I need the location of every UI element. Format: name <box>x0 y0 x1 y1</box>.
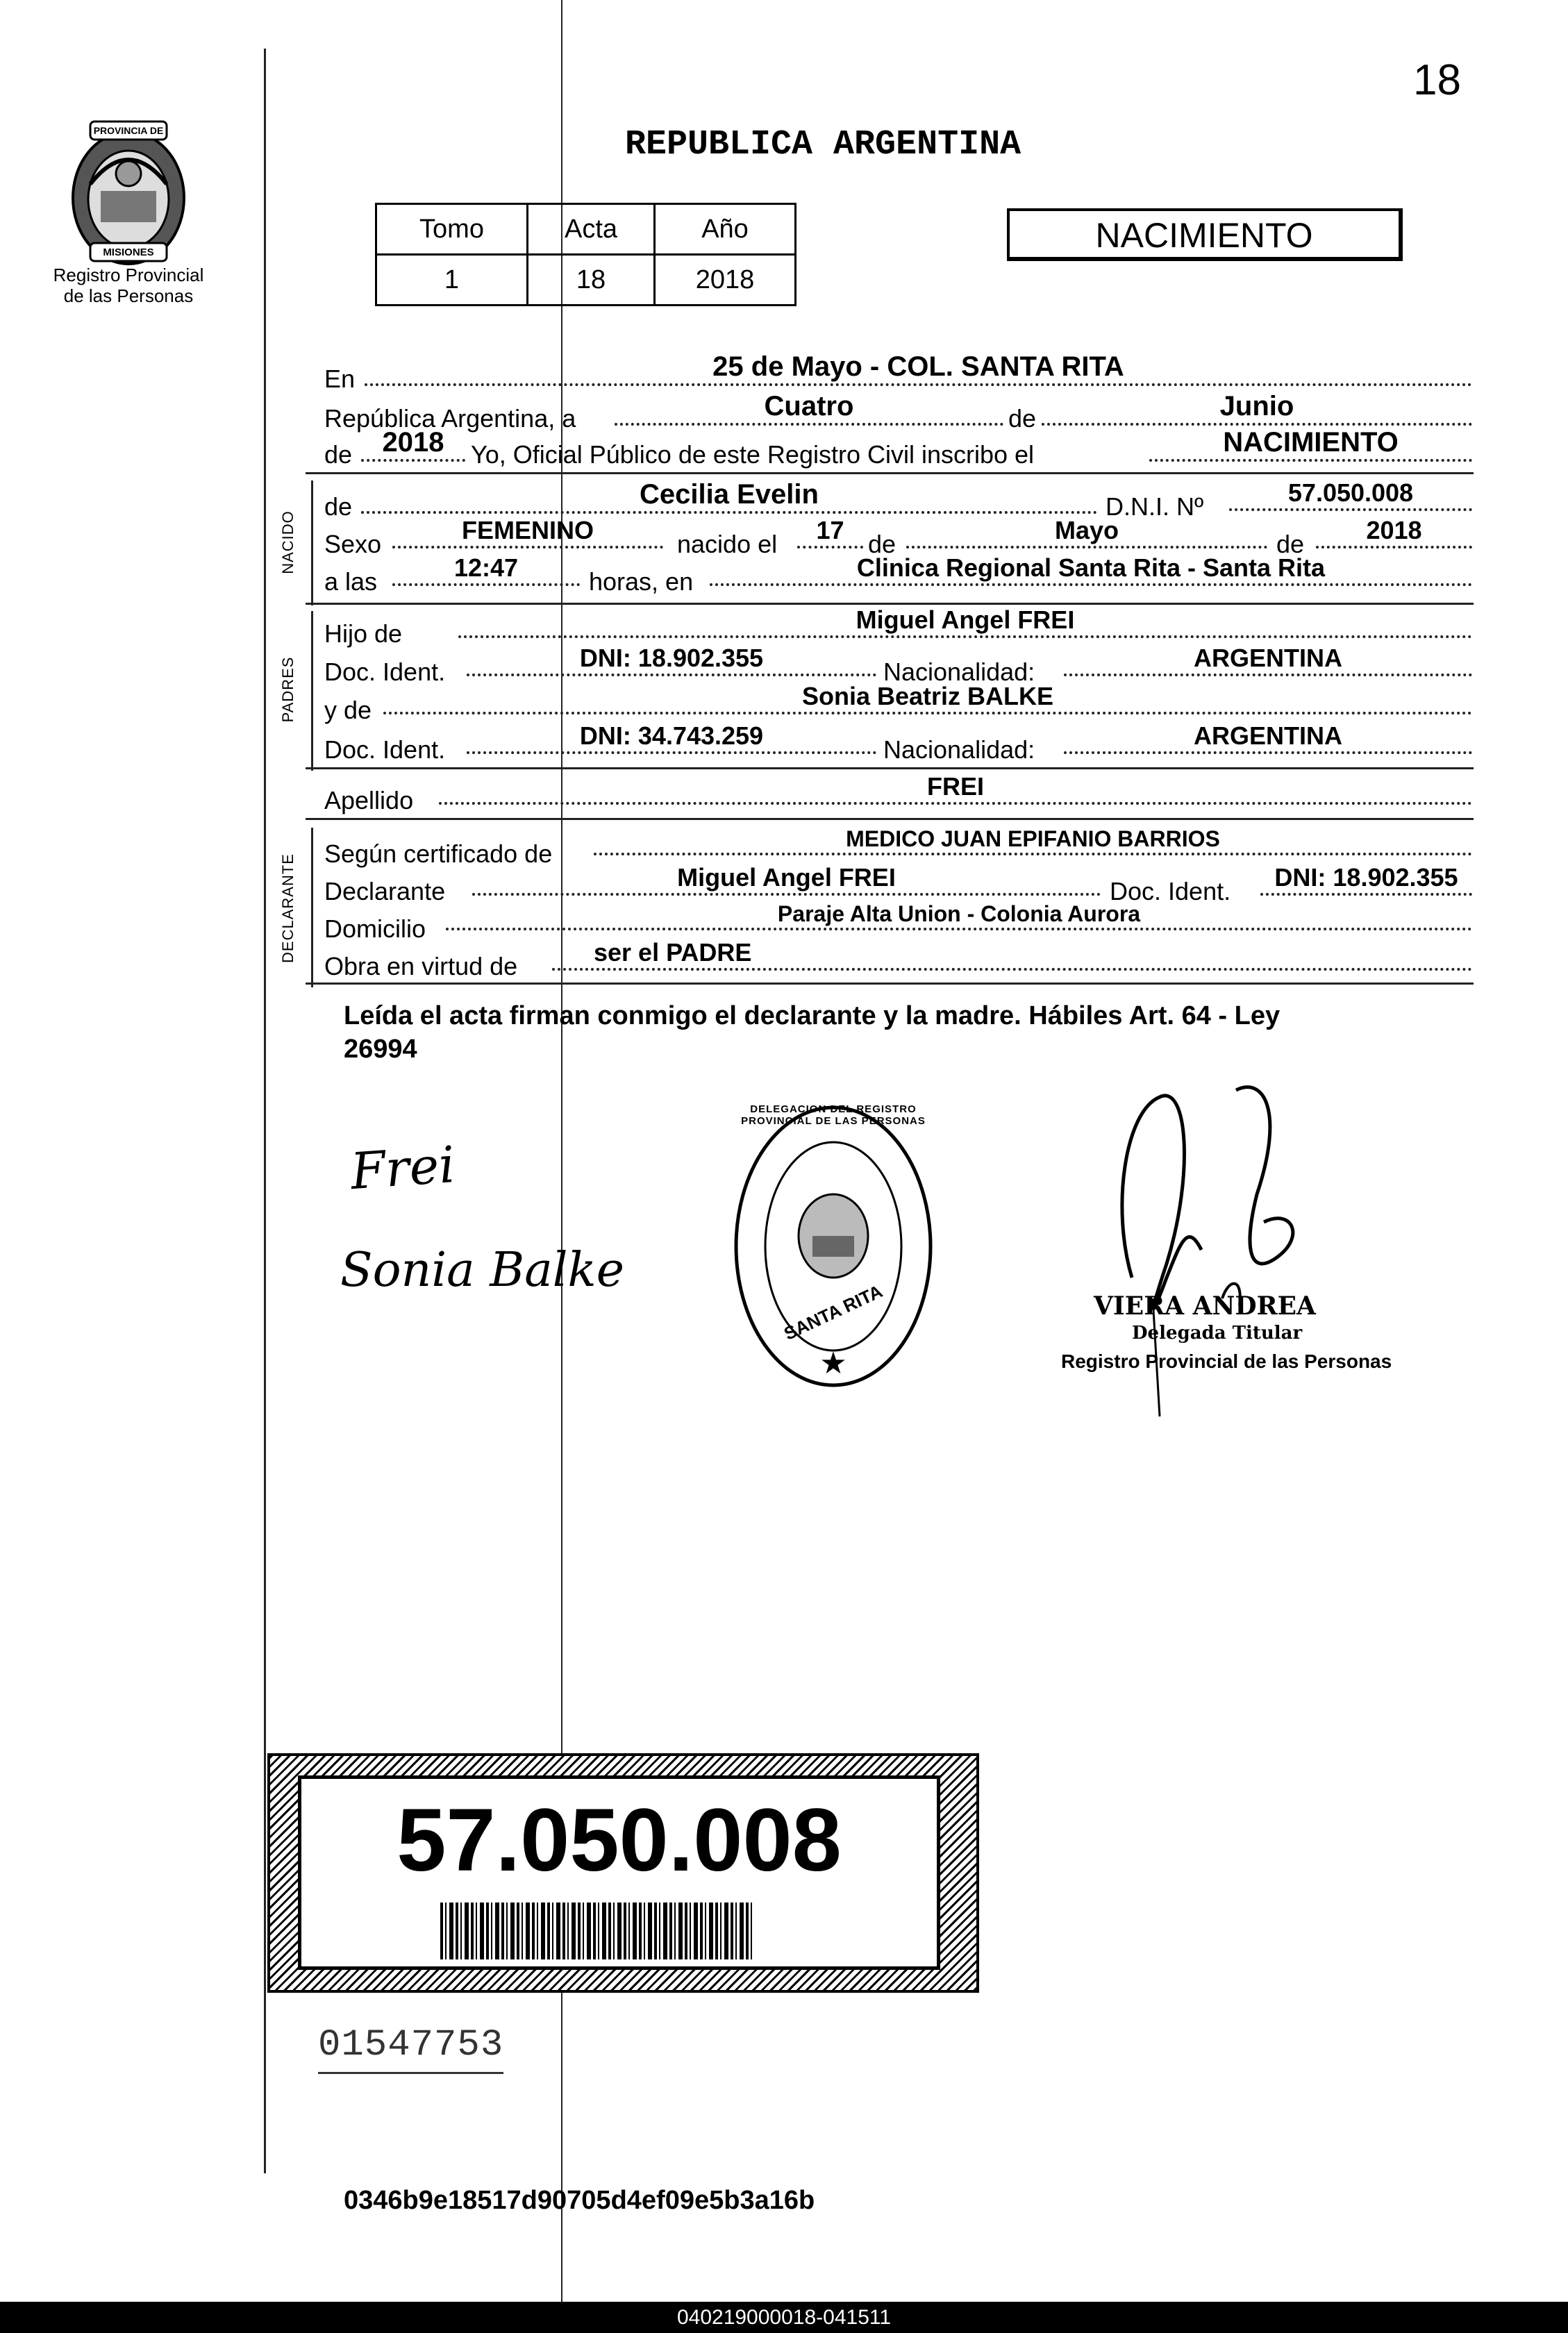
declarante-label: Declarante <box>324 877 446 905</box>
divider-4 <box>306 818 1474 820</box>
name-field <box>361 480 1097 514</box>
registry-line1: Registro Provincial <box>53 265 204 285</box>
domicilio-field <box>446 903 1472 930</box>
padres-bracket <box>311 611 313 771</box>
father-nat-value: ARGENTINA <box>1194 644 1342 672</box>
declarante-doc-field <box>1260 865 1472 896</box>
dni-sticker-inner <box>298 1775 940 1970</box>
footer-bar-code: 040219000018-041511 <box>676 2306 892 2329</box>
closing-line2: 26994 <box>344 1034 417 1064</box>
birth-month-value: Mayo <box>1054 516 1119 544</box>
mother-doc-field <box>467 721 876 754</box>
divider-5 <box>306 982 1474 985</box>
birth-year-value: 2018 <box>1366 516 1422 544</box>
declarante-value: Miguel Angel FREI <box>677 863 896 892</box>
domicilio-label: Domicilio <box>324 914 426 943</box>
footer-bar <box>0 2302 1568 2333</box>
domicilio-value: Paraje Alta Union - Colonia Aurora <box>777 901 1141 926</box>
declarante-doc-value: DNI: 18.902.355 <box>1274 863 1458 892</box>
official-signature <box>1083 1069 1319 1430</box>
nacido-de2-label: de <box>868 530 896 558</box>
father-nat-field <box>1064 646 1472 676</box>
value-ano: 2018 <box>655 255 796 306</box>
father-field <box>458 605 1472 638</box>
signature-scribble-icon <box>1083 1069 1319 1430</box>
name-value: Cecilia Evelin <box>640 479 819 510</box>
dni-value: 57.050.008 <box>1287 478 1414 507</box>
en-value: 25 de Mayo - COL. SANTA RITA <box>712 351 1124 382</box>
value-acta: 18 <box>528 255 655 306</box>
official-seal <box>729 1097 937 1403</box>
mother-nat-label: Nacionalidad: <box>883 735 1035 764</box>
place-value: Clinica Regional Santa Rita - Santa Rita <box>856 553 1326 582</box>
en-field <box>365 353 1472 386</box>
dni-sticker <box>267 1753 979 1993</box>
record-table-values <box>376 255 796 306</box>
a-las-label: a las <box>324 567 378 596</box>
certificado-label: Según certificado de <box>324 839 553 868</box>
intro-day-value: Cuatro <box>764 391 854 421</box>
mother-doc-value: DNI: 34.743.259 <box>579 721 764 750</box>
act-field <box>1149 428 1472 462</box>
y-de-label: y de <box>324 696 372 724</box>
header-ano: Año <box>655 204 796 255</box>
svg-text:★: ★ <box>819 1346 847 1381</box>
seal-outer-text: DELEGACION DEL REGISTRO PROVINCIAL DE LAS PERSONAS <box>741 1103 926 1127</box>
serial-number: 01547753 <box>318 2024 503 2074</box>
obra-field <box>552 940 1472 971</box>
dni-sticker-number: 57.050.008 <box>397 1791 842 1890</box>
day-field <box>615 392 1003 426</box>
value-tomo: 1 <box>376 255 528 306</box>
father-value: Miguel Angel FREI <box>856 605 1075 634</box>
en-label: En <box>324 365 356 393</box>
certificado-value: MEDICO JUAN EPIFANIO BARRIOS <box>846 826 1220 851</box>
declarante-bracket <box>311 828 313 987</box>
month-field <box>1042 392 1472 426</box>
header-acta: Acta <box>528 204 655 255</box>
divider-3 <box>306 767 1474 769</box>
mother-nat-field <box>1064 721 1472 754</box>
father-doc-value: DNI: 18.902.355 <box>579 644 764 672</box>
section-nacido: NACIDO <box>279 510 297 574</box>
father-nat-label: Nacionalidad: <box>883 658 1035 686</box>
sexo-label: Sexo <box>324 530 382 558</box>
section-declarante: DECLARANTE <box>279 853 297 963</box>
father-doc-label: Doc. Ident. <box>324 658 446 686</box>
oficial-text: Yo, Oficial Público de este Registro Civil inscribo el <box>471 440 1035 469</box>
signature-mother: Sonia Balke <box>340 1243 624 1298</box>
header-tomo: Tomo <box>376 204 528 255</box>
dni-field <box>1229 480 1472 511</box>
declarante-field <box>472 865 1101 896</box>
hijo-de-label: Hijo de <box>324 619 403 648</box>
nacido-bracket <box>311 480 313 605</box>
divider-2 <box>306 603 1474 605</box>
nacido-de-label: de <box>324 492 353 521</box>
document-hash: 0346b9e18517d90705d4ef09e5b3a16b <box>344 2186 815 2215</box>
logo-text-bottom: MISIONES <box>103 246 154 258</box>
obra-value: ser el PADRE <box>594 938 752 967</box>
closing-text <box>344 1000 1280 1066</box>
official-title: Delegada Titular <box>1132 1323 1303 1344</box>
birth-day-value: 17 <box>816 516 844 544</box>
signature-father: Frei <box>349 1135 457 1201</box>
de-label: de <box>1008 404 1037 433</box>
declarante-doc-label: Doc. Ident. <box>1110 877 1231 905</box>
de2-label: de <box>324 440 353 469</box>
act-value: NACIMIENTO <box>1223 427 1399 458</box>
time-value: 12:47 <box>453 553 519 582</box>
apellido-field <box>439 774 1472 805</box>
left-margin-line <box>264 49 266 2173</box>
sexo-value: FEMENINO <box>461 516 594 544</box>
year-field <box>361 428 465 462</box>
official-name: VIERA ANDREA <box>1094 1291 1316 1321</box>
father-doc-field <box>467 646 876 676</box>
divider-1 <box>306 472 1474 474</box>
mother-value: Sonia Beatriz BALKE <box>801 682 1054 710</box>
republica-label: República Argentina, a <box>324 404 576 433</box>
dni-label: D.N.I. Nº <box>1106 492 1204 521</box>
page-number: 18 <box>1413 56 1461 104</box>
record-table <box>375 203 796 306</box>
page-title: REPUBLICA ARGENTINA <box>625 125 1021 165</box>
section-padres: PADRES <box>279 656 297 723</box>
birth-year-field <box>1316 518 1472 549</box>
closing-line1: Leída el acta firman conmigo el declarante y la madre. Hábiles Art. 64 - Ley <box>344 1001 1281 1030</box>
mother-field <box>383 684 1472 714</box>
apellido-value: FREI <box>926 772 984 801</box>
intro-year-value: 2018 <box>382 427 444 458</box>
birth-day-field <box>797 518 863 549</box>
doc-type-box: NACIMIENTO <box>1007 208 1403 261</box>
official-registry: Registro Provincial de las Personas <box>1061 1351 1392 1372</box>
barcode <box>440 1903 753 1959</box>
mother-nat-value: ARGENTINA <box>1194 721 1342 750</box>
horas-label: horas, en <box>589 567 694 596</box>
mother-doc-label: Doc. Ident. <box>324 735 446 764</box>
record-table-header <box>376 204 796 255</box>
nacido-de3-label: de <box>1276 530 1305 558</box>
seal-inner-text: SANTA RITA <box>781 1280 886 1344</box>
registry-line2: de las Personas <box>63 285 194 306</box>
intro-month-value: Junio <box>1219 391 1294 421</box>
time-field <box>392 555 580 586</box>
registry-name <box>42 265 215 307</box>
apellido-label: Apellido <box>324 786 414 814</box>
obra-label: Obra en virtud de <box>324 952 518 980</box>
birth-month-field <box>906 518 1267 549</box>
logo-text-top: PROVINCIA DE <box>93 125 164 136</box>
sexo-field <box>392 518 663 549</box>
certificado-field <box>594 828 1472 855</box>
nacido-el-label: nacido el <box>677 530 778 558</box>
registry-seal-icon <box>729 1097 937 1403</box>
place-field <box>710 555 1472 586</box>
